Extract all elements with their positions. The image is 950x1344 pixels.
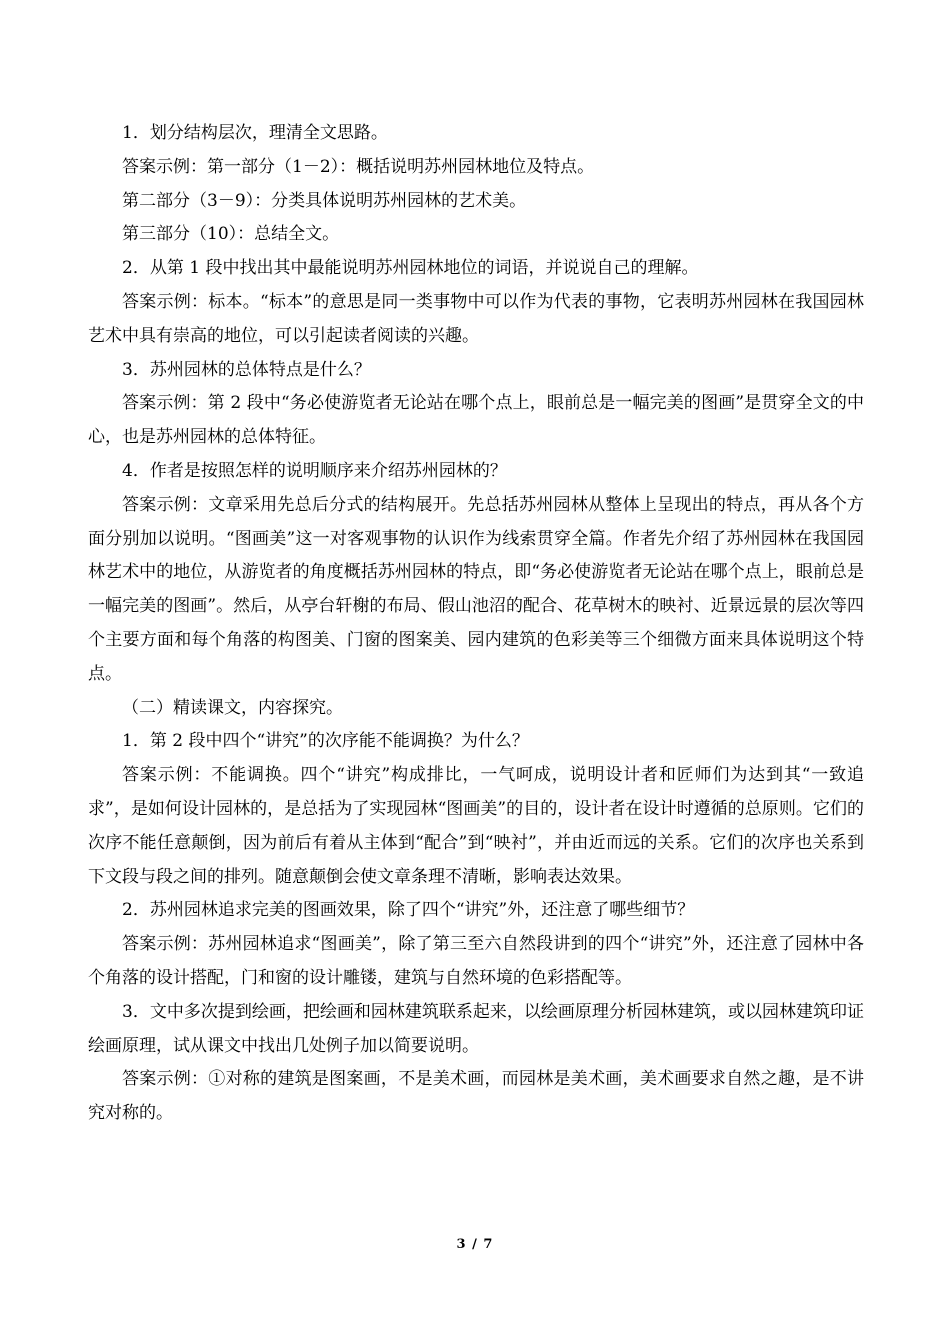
question-3: 3．苏州园林的总体特点是什么？ <box>122 359 371 380</box>
question-2: 2．从第 1 段中找出其中最能说明苏州园林地位的词语，并说说自己的理解。 <box>122 258 699 279</box>
section-heading-close-reading: （二）精读课文，内容探究。 <box>122 697 343 718</box>
document-body <box>88 117 864 1131</box>
question-4: 4．作者是按照怎样的说明顺序来介绍苏州园林的？ <box>122 460 507 481</box>
answer-4: 答案示例：文章采用先总后分式的结构展开。先总括苏州园林从整体上呈现出的特点，再从各个方面分别加以说明。“图画美”这一对客观事物的认识作为线索贯穿全篇。作者先介绍了苏州园林在我国园林艺术中的地位，从游览者的角度概括苏州园林的特点，即“务必使游览者无论站在哪个点上，眼前总是一幅完美的图画”。然后，从亭台轩榭的布局、假山池沼的配合、花草树木的映衬、近景远景的层次等四个主要方面和每个角落的构图美、门窗的图案美、园内建筑的色彩美等三个细微方面来具体说明这个特点。 <box>88 494 864 684</box>
explore-answer-2: 答案示例：苏州园林追求“图画美”，除了第三至六自然段讲到的四个“讲究”外，还注意了园林中各个角落的设计搭配，门和窗的设计雕镂，建筑与自然环境的色彩搭配等。 <box>88 934 864 988</box>
explore-question-3: 3．文中多次提到绘画，把绘画和园林建筑联系起来，以绘画原理分析园林建筑，或以园林建筑印证绘画原理，试从课文中找出几处例子加以简要说明。 <box>88 1001 864 1056</box>
answer-3: 答案示例：第 2 段中“务必使游览者无论站在哪个点上，眼前总是一幅完美的图画”是贯穿全文的中心，也是苏州园林的总体特征。 <box>88 393 864 448</box>
explore-question-2: 2．苏州园林追求完美的图画效果，除了四个“讲究”外，还注意了哪些细节？ <box>122 900 695 921</box>
explore-question-1: 1．第 2 段中四个“讲究”的次序能不能调换？为什么？ <box>122 731 529 752</box>
explore-answer-3: 答案示例：①对称的建筑是图案画，不是美术画，而园林是美术画，美术画要求自然之趣，是不讲究对称的。 <box>88 1069 864 1124</box>
explore-answer-1: 答案示例：不能调换。四个“讲究”构成排比，一气呵成，说明设计者和匠师们为达到其“一致追求”，是如何设计园林的，是总括为了实现园林“图画美”的目的，设计者在设计时遵循的总原则。它们的次序不能任意颠倒，因为前后有着从主体到“配合”到“映衬”，并由近而远的关系。它们的次序也关系到下文段与段之间的排列。随意颠倒会使文章条理不清晰，影响表达效果。 <box>88 765 864 887</box>
answer-part-one: 答案示例：第一部分（1－2）：概括说明苏州园林地位及特点。 <box>122 156 595 177</box>
answer-2: 答案示例：标本。“标本”的意思是同一类事物中可以作为代表的事物，它表明苏州园林在我国园林艺术中具有崇高的地位，可以引起读者阅读的兴趣。 <box>88 291 864 346</box>
page-number: 3 / 7 <box>456 1237 494 1252</box>
answer-part-three: 第三部分（10）：总结全文。 <box>122 224 340 245</box>
answer-part-two: 第二部分（3－9）：分类具体说明苏州园林的艺术美。 <box>122 190 527 211</box>
heading-structure: 1．划分结构层次，理清全文思路。 <box>122 123 388 143</box>
